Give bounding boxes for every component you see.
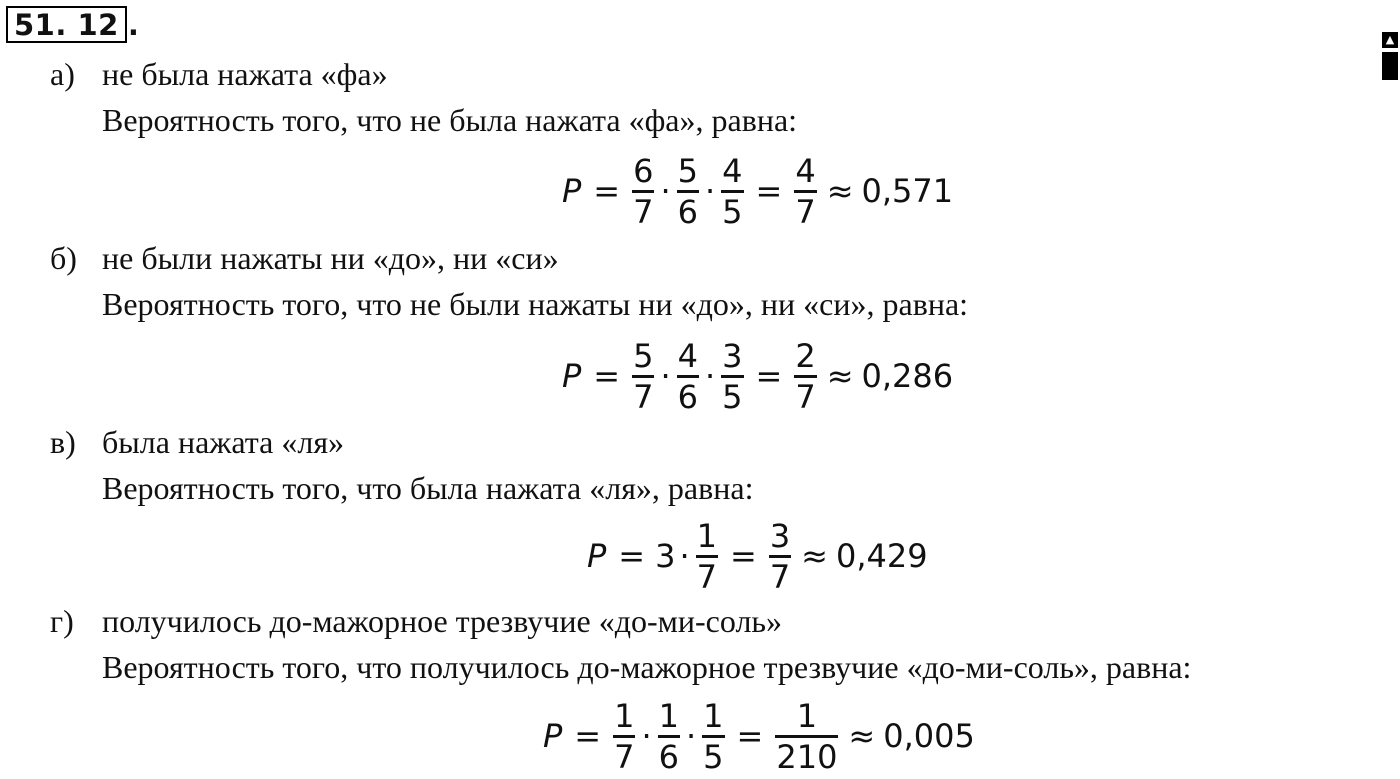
formula-v <box>587 513 928 599</box>
multiply-dot: · <box>679 537 690 575</box>
formula-lhs: P <box>587 537 607 575</box>
approx-value: 0,286 <box>861 357 954 395</box>
fraction <box>721 152 743 231</box>
fraction <box>632 337 654 416</box>
numerator: 1 <box>703 696 724 735</box>
denominator: 7 <box>696 557 717 596</box>
item-v <box>0 424 1300 464</box>
item-letter: в) <box>50 424 76 460</box>
fraction <box>721 337 743 416</box>
denominator: 5 <box>722 192 743 231</box>
fraction <box>658 697 680 776</box>
formula-b <box>562 333 953 419</box>
approx-sign: ≈ <box>826 357 854 395</box>
equals-sign: = <box>574 717 602 755</box>
formula-g <box>543 693 975 779</box>
numerator: 3 <box>722 336 743 375</box>
item-b <box>0 240 1300 280</box>
fraction <box>702 697 724 776</box>
equals-sign: = <box>618 537 646 575</box>
formula-lhs: P <box>562 172 582 210</box>
item-g <box>0 603 1300 643</box>
numerator: 4 <box>795 151 816 190</box>
item-intro: Вероятность того, что не была нажата «фа», равна: <box>102 102 798 138</box>
equals-sign: = <box>593 172 621 210</box>
approx-sign: ≈ <box>801 537 828 575</box>
problem-header <box>6 6 139 43</box>
approx-value: 0,005 <box>883 717 975 755</box>
denominator: 5 <box>722 377 743 416</box>
multiply-dot: · <box>660 172 671 210</box>
numerator: 5 <box>633 336 654 375</box>
result-fraction <box>769 517 791 596</box>
numerator: 1 <box>614 696 635 735</box>
numerator: 5 <box>677 151 698 190</box>
equals-sign: = <box>593 357 621 395</box>
item-condition: не были нажаты ни «до», ни «си» <box>102 240 559 276</box>
denominator: 6 <box>677 192 698 231</box>
problem-number: 51. 12 <box>6 6 127 43</box>
formula-a <box>562 148 953 234</box>
item-a <box>0 56 1300 96</box>
denominator: 210 <box>776 737 838 776</box>
result-fraction <box>794 337 816 416</box>
equals-sign: = <box>730 537 757 575</box>
multiply-dot: · <box>641 717 652 755</box>
scrollbar[interactable] <box>1378 0 1400 779</box>
denominator: 7 <box>633 377 654 416</box>
equals-sign: = <box>736 717 764 755</box>
approx-sign: ≈ <box>848 717 876 755</box>
formula-lhs: P <box>543 717 563 755</box>
multiply-dot: · <box>705 172 716 210</box>
denominator: 5 <box>703 737 724 776</box>
item-letter: а) <box>50 56 75 92</box>
numerator: 1 <box>796 696 818 735</box>
multiply-dot: · <box>660 357 671 395</box>
denominator: 7 <box>795 377 816 416</box>
approx-sign: ≈ <box>826 172 854 210</box>
denominator: 7 <box>633 192 654 231</box>
scroll-thumb[interactable] <box>1382 52 1398 80</box>
item-letter: г) <box>50 603 74 639</box>
item-condition: была нажата «ля» <box>102 424 345 460</box>
denominator: 7 <box>795 192 816 231</box>
formula-lhs: P <box>562 357 582 395</box>
item-intro: Вероятность того, что не были нажаты ни «до», ни «си», равна: <box>102 286 969 322</box>
item-condition: получилось до-мажорное трезвучие «до-ми-соль» <box>102 603 783 639</box>
fraction <box>632 152 654 231</box>
numerator: 6 <box>633 151 654 190</box>
fraction <box>696 517 718 596</box>
equals-sign: = <box>755 172 783 210</box>
result-fraction <box>794 152 816 231</box>
approx-value: 0,429 <box>835 537 928 575</box>
fraction <box>677 337 699 416</box>
item-condition: не была нажата «фа» <box>102 56 388 92</box>
numerator: 1 <box>658 696 679 735</box>
fraction <box>677 152 699 231</box>
equals-sign: = <box>755 357 783 395</box>
multiply-dot: · <box>686 717 697 755</box>
multiply-dot: · <box>705 357 716 395</box>
denominator: 6 <box>658 737 679 776</box>
denominator: 6 <box>677 377 698 416</box>
problem-number-dot: . <box>127 7 139 42</box>
item-intro: Вероятность того, что получилось до-мажорное трезвучие «до-ми-соль», равна: <box>102 649 1192 685</box>
result-fraction <box>775 697 838 776</box>
fraction <box>613 697 635 776</box>
numerator: 1 <box>696 516 717 555</box>
approx-value: 0,571 <box>861 172 954 210</box>
item-intro: Вероятность того, что была нажата «ля», равна: <box>102 470 754 506</box>
numerator: 4 <box>677 336 698 375</box>
numerator: 4 <box>722 151 743 190</box>
triangle-up-icon[interactable]: ▲ <box>1382 32 1398 48</box>
coefficient: 3 <box>655 537 676 575</box>
numerator: 3 <box>769 516 791 555</box>
denominator: 7 <box>769 557 791 596</box>
denominator: 7 <box>614 737 635 776</box>
numerator: 2 <box>795 336 816 375</box>
item-letter: б) <box>50 240 77 276</box>
